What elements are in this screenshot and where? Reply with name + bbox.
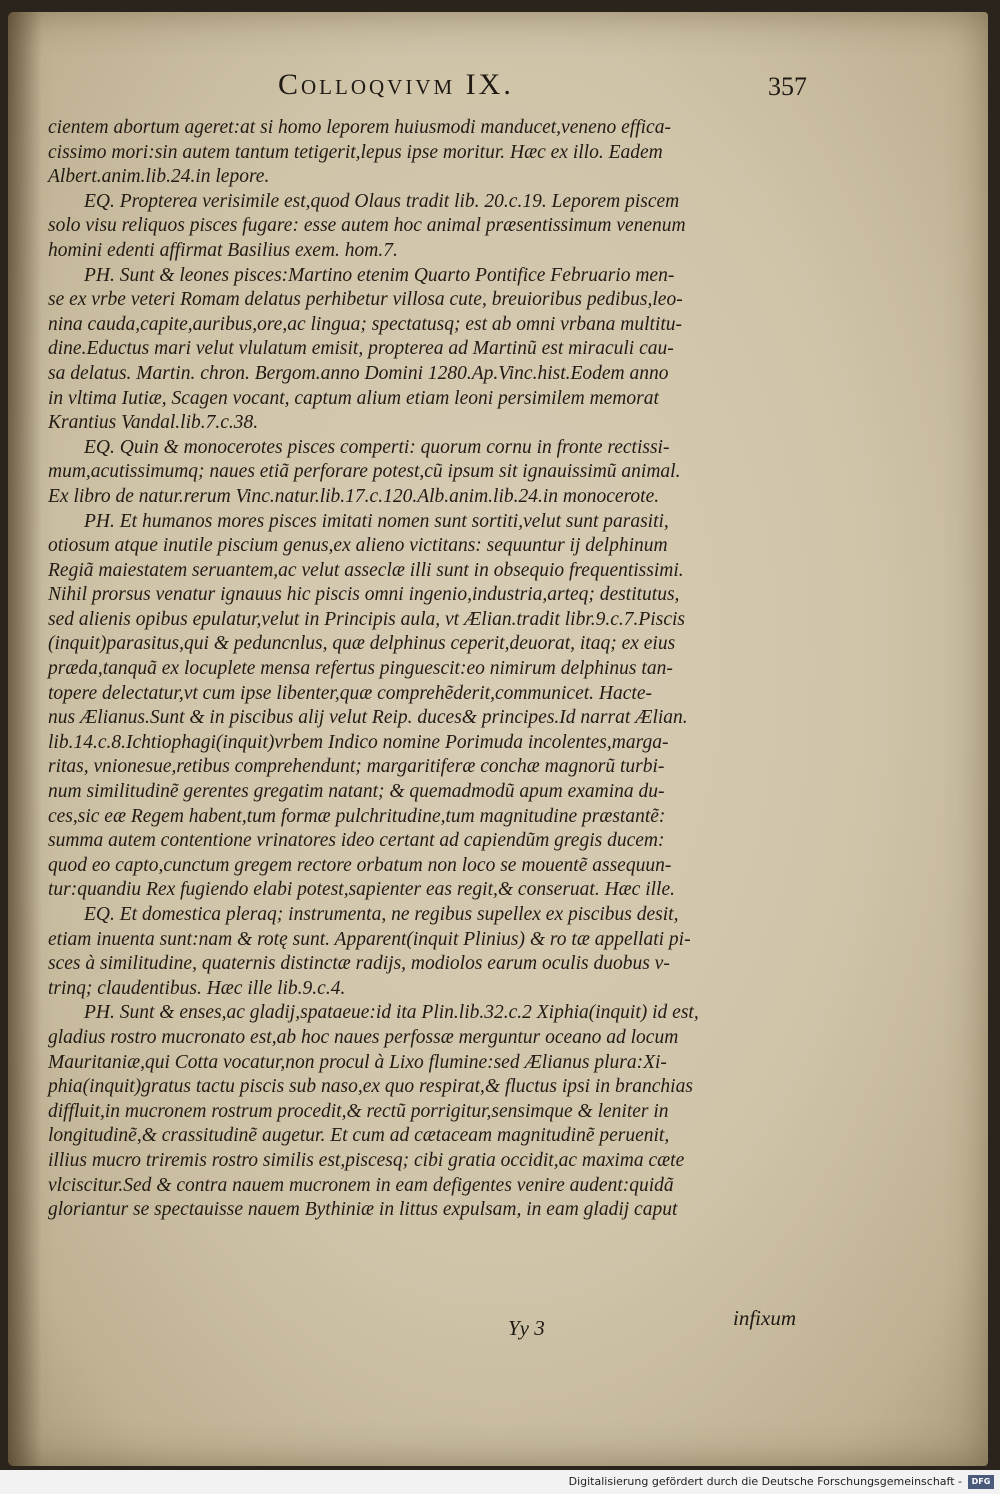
text-line: PH. Sunt & leones pisces:Martino etenim Quarto Pontifice Februario men-	[84, 264, 675, 286]
signature-mark: Yy 3	[508, 1316, 545, 1340]
text-line: Ex libro de natur.rerum Vinc.natur.lib.17.c.120.Alb.anim.lib.24.in monocerote.	[48, 485, 660, 507]
text-line: solo visu reliquos pisces fugare: esse autem hoc animal præsentissimum venenum	[48, 215, 686, 237]
text-line: lib.14.c.8.Ichtiophagi(inquit)vrbem Indico nomine Porimuda incolentes,marga-	[48, 731, 669, 753]
text-line: Regiã maiestatem seruantem,ac velut asseclæ illi sunt in obsequio frequentissimi.	[48, 559, 684, 581]
text-line: nus Ælianus.Sunt & in piscibus alij velut Reip. duces& principes.Id narrat Ælian.	[48, 707, 688, 729]
text-line: Albert.anim.lib.24.in lepore.	[48, 166, 270, 188]
dfg-logo: DFG	[968, 1475, 994, 1489]
text-line: topere delectatur,vt cum ipse libenter,quæ comprehẽderit,communicet. Hacte-	[48, 682, 652, 704]
credit-text: Digitalisierung gefördert durch die Deutsche Forschungsgemeinschaft -	[568, 1475, 962, 1488]
text-line: quod eo capto,cunctum gregem rectore orbatum non loco se mouentẽ assequun-	[48, 854, 672, 876]
text-line: ces,sic eæ Regem habent,tum formæ pulchritudine,tum magnitudine præstantẽ:	[48, 805, 666, 827]
catchword: infixum	[733, 1306, 796, 1330]
text-line: EQ. Quin & monocerotes pisces comperti: quorum cornu in fronte rectissi-	[84, 436, 670, 458]
page-header	[8, 68, 988, 108]
text-line: cissimo mori:sin autem tantum tetigerit,lepus ipse moritur. Hæc ex illo. Eadem	[48, 141, 663, 163]
text-line: homini edenti affirmat Basilius exem. hom.7.	[48, 239, 398, 261]
text-line: sed alienis opibus epulatur,velut in Principis aula, vt Ælian.tradit libr.9.c.7.Piscis	[48, 608, 685, 630]
text-line: num similitudinẽ gerentes gregatim natant; & quemadmodũ apum examina du-	[48, 781, 665, 803]
text-line: PH. Sunt & enses,ac gladij,spataeue:id ita Plin.lib.32.c.2 Xiphia(inquit) id est,	[84, 1002, 699, 1024]
text-line: Mauritaniæ,qui Cotta vocatur,non procul à Lixo flumine:sed Ælianus plura:Xi-	[48, 1051, 667, 1073]
text-line: tur:quandiu Rex fugiendo elabi potest,sapienter eas regit,& conseruat. Hæc ille.	[48, 879, 675, 901]
text-line: in vltima Iutiæ, Scagen vocant, captum alium etiam leoni persimilem memorat	[48, 387, 659, 409]
text-line: EQ. Propterea verisimile est,quod Olaus tradit lib. 20.c.19. Leporem piscem	[84, 190, 680, 212]
text-line: Krantius Vandal.lib.7.c.38.	[48, 412, 259, 434]
text-line: diffluit,in mucronem rostrum procedit,& rectũ porrigitur,sensimque & leniter in	[48, 1100, 669, 1122]
body-text	[48, 116, 838, 1223]
text-line: sa delatus. Martin. chron. Bergom.anno Domini 1280.Ap.Vinc.hist.Eodem anno	[48, 362, 669, 384]
page-number: 357	[768, 72, 807, 101]
text-line: summa autem contentione vrinatores ideo certant ad capiendũm gregis ducem:	[48, 830, 665, 852]
book-page	[8, 12, 988, 1466]
text-line: præda,tanquã ex locuplete mensa refertus pinguescit:eo nimirum delphinus tan-	[48, 658, 673, 680]
text-line: nina cauda,capite,auribus,ore,ac lingua; spectatusq; est ab omni vrbana multitu-	[48, 313, 683, 335]
text-line: Nihil prorsus venatur ignauus hic piscis omni ingenio,industria,arteq; destitutus,	[48, 584, 680, 606]
text-line: dine.Eductus mari velut vlulatum emisit, propterea ad Martinũ est miraculi cau-	[48, 338, 674, 360]
credit-bar	[0, 1470, 1000, 1494]
running-title: Colloqvivm IX.	[278, 68, 514, 101]
text-line: illius mucro triremis rostro similis est,piscesq; cibi gratia occidit,ac maxima cæte	[48, 1149, 685, 1171]
text-line: phia(inquit)gratus tactu piscis sub naso,ex quo respirat,& fluctus ipsi in branchias	[48, 1076, 693, 1098]
text-line: otiosum atque inutile piscium genus,ex alieno victitans: sequuntur ij delphinum	[48, 535, 668, 557]
text-line: PH. Et humanos mores pisces imitati nomen sunt sortiti,velut sunt parasiti,	[84, 510, 669, 532]
text-line: gladius rostro mucronato est,ab hoc naues perfossæ merguntur oceano ad locum	[48, 1026, 679, 1048]
text-line: longitudinẽ,& crassitudinẽ augetur. Et cum ad cætaceam magnitudinẽ peruenit,	[48, 1125, 670, 1147]
text-line: se ex vrbe veteri Romam delatus perhibetur villosa cute, breuioribus pedibus,leo-	[48, 289, 683, 311]
text-line: (inquit)parasitus,qui & peduncnlus, quæ delphinus ceperit,deuorat, itaq; ex eius	[48, 633, 676, 655]
text-line: cientem abortum ageret:at si homo leporem huiusmodi manducet,veneno effica-	[48, 117, 671, 138]
text-line: etiam inuenta sunt:nam & rotę sunt. Apparent(inquit Plinius) & ro tæ appellati pi-	[48, 928, 691, 950]
text-line: mum,acutissimumq; naues etiã perforare potest,cũ ipsum sit ignauissimũ animal.	[48, 461, 681, 483]
text-line: vlciscitur.Sed & contra nauem mucronem in eam defigentes venire audent:quidã	[48, 1174, 674, 1196]
text-line: EQ. Et domestica pleraq; instrumenta, ne regibus supellex ex piscibus desit,	[84, 904, 679, 925]
text-line: trinq; claudentibus. Hæc ille lib.9.c.4.	[48, 977, 346, 999]
text-line: sces à similitudine, quaternis distinctæ radijs, modiolos earum oculis duobus v-	[48, 953, 670, 975]
page-footer	[8, 1306, 988, 1342]
text-line: ritas, vnionesue,retibus comprehendunt; margaritiferæ conchæ magnorũ turbi-	[48, 756, 665, 778]
text-line: gloriantur se spectauisse nauem Bythiniæ in littus expulsam, in eam gladij caput	[48, 1199, 678, 1221]
